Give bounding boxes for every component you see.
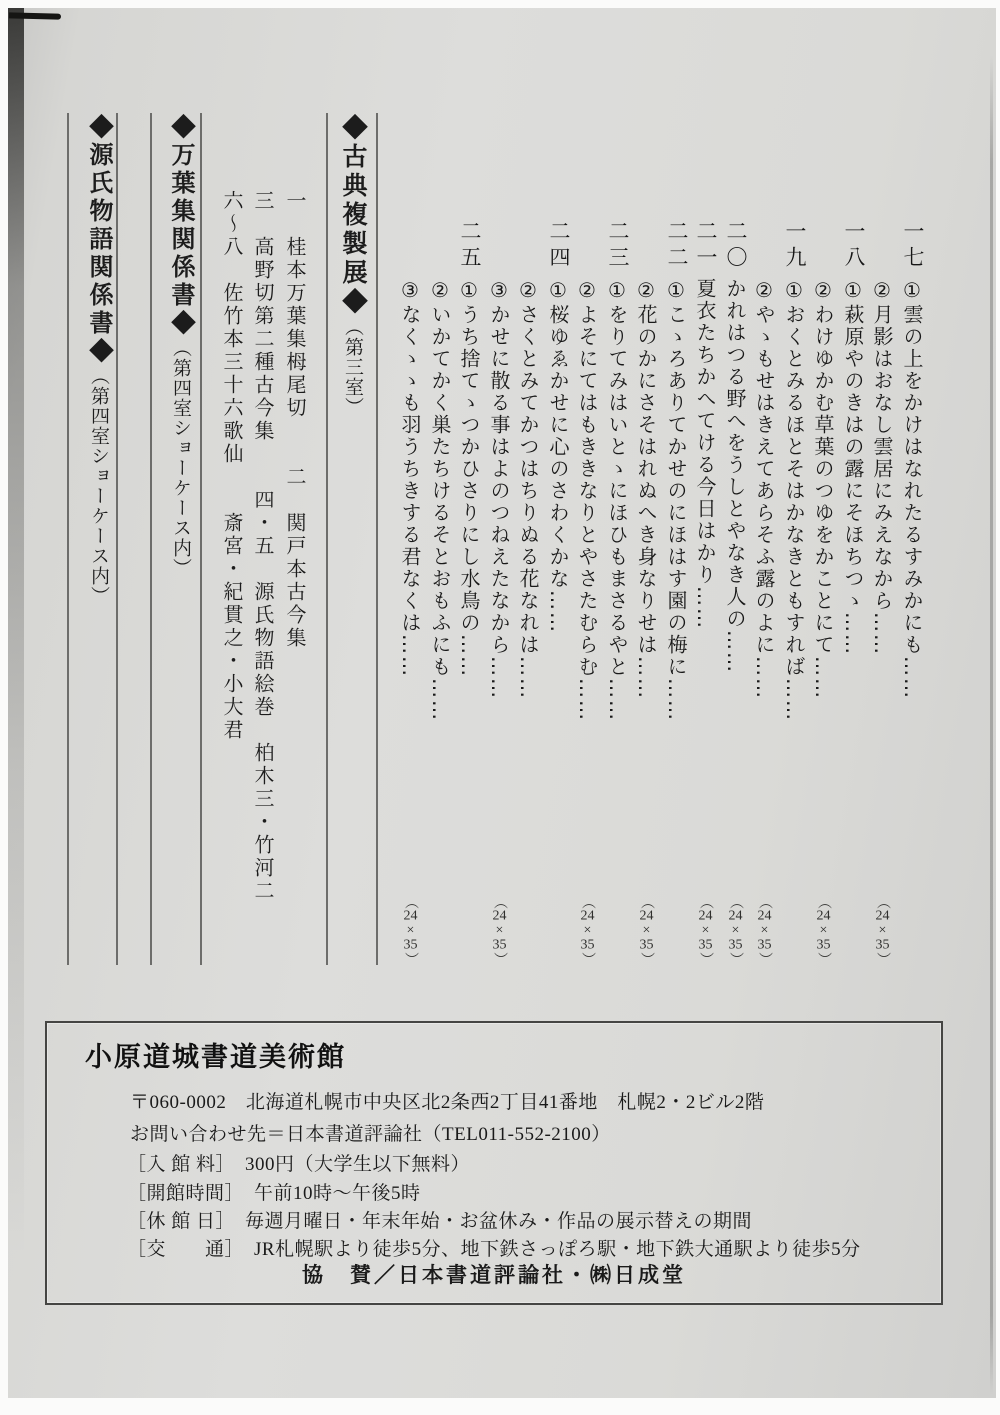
poem-line: ②月影はおなし雲居にみえなから…… <box>870 278 894 656</box>
sponsor-line: 協 賛／日本書道評論社・㈱日成堂 <box>302 1263 686 1287</box>
poem-line: ①こゝろありてかせのにほはす園の梅に…… <box>664 278 688 722</box>
poem-line: ①うち捨てゝつかひさりにし水鳥の…… <box>457 278 481 678</box>
poem-line: ①おくとみるほとそはかなきともすれば…… <box>782 278 806 722</box>
size-paren-close: ） <box>757 952 772 966</box>
size-times-sign: × <box>492 923 507 938</box>
size-height-value: 35 <box>728 938 743 952</box>
size-paren-open: （ <box>816 895 831 909</box>
column-divider <box>67 113 69 965</box>
size-width-value: 24 <box>875 909 890 923</box>
size-paren-close: ） <box>728 952 743 966</box>
size-times-sign: × <box>875 923 890 938</box>
size-width-value: 24 <box>816 909 831 923</box>
size-paren-close: ） <box>639 952 654 966</box>
size-width-value: 24 <box>728 909 743 923</box>
size-paren-open: （ <box>698 895 713 909</box>
koten-item: 六〜八 佐竹本三十六歌仙 斎宮・紀貫之・小大君 <box>220 190 242 742</box>
poem-line: かれはつる野へをうしとやなき人の…… <box>723 278 747 674</box>
section-room: （第三室） <box>342 317 363 417</box>
size-paren-close: ） <box>698 952 713 966</box>
size-times-sign: × <box>639 923 654 938</box>
size-times-sign: × <box>728 923 743 938</box>
museum-contact: お問い合わせ先＝日本書道評論社（TEL011-552-2100） <box>130 1124 611 1145</box>
column-divider <box>200 113 202 965</box>
entry-number: 二三 <box>606 220 630 272</box>
size-paren-open: （ <box>580 895 595 909</box>
size-annotation <box>872 895 892 966</box>
museum-hours: ［開館時間］ 午前10時〜午後5時 <box>127 1183 421 1204</box>
museum-access: ［交 通］ JR札幌駅より徒歩5分、地下鉄さっぽろ駅・地下鉄大通駅より徒歩5分 <box>127 1239 861 1260</box>
size-times-sign: × <box>757 923 772 938</box>
poem-line: ②花のかにさそはれぬへき身なりせは…… <box>634 278 658 700</box>
size-paren-close: ） <box>580 952 595 966</box>
size-annotation <box>400 895 420 966</box>
section-title: ◆源氏物語関係書◆ <box>85 114 111 366</box>
entry-number: 二二 <box>665 220 689 272</box>
size-times-sign: × <box>698 923 713 938</box>
column-divider <box>376 113 378 965</box>
entry-number: 二五 <box>458 220 482 272</box>
poem-line: ②いかてかく巣たちけるそとおもふにも…… <box>428 278 452 722</box>
size-annotation <box>754 895 774 966</box>
entry-number: 二四 <box>547 220 571 272</box>
size-annotation <box>489 895 509 966</box>
size-paren-open: （ <box>403 895 418 909</box>
museum-closed-days: ［休 館 日］ 毎週月曜日・年末年始・お盆休み・作品の展示替えの期間 <box>127 1211 753 1232</box>
size-width-value: 24 <box>757 909 772 923</box>
size-times-sign: × <box>580 923 595 938</box>
column-divider <box>116 113 118 965</box>
size-height-value: 35 <box>580 938 595 952</box>
size-paren-open: （ <box>757 895 772 909</box>
museum-info-box <box>45 1021 943 1305</box>
section-header-koten <box>334 114 370 417</box>
size-annotation <box>577 895 597 966</box>
entry-number: 二〇 <box>724 220 748 272</box>
size-paren-close: ） <box>875 952 890 966</box>
size-paren-open: （ <box>728 895 743 909</box>
poem-line: ③なくゝゝも羽うちきする君なくは…… <box>398 278 422 678</box>
koten-item: 三 高野切第二種古今集 四・五 源氏物語絵巻 柏木三・竹河二 <box>251 190 273 903</box>
size-height-value: 35 <box>757 938 772 952</box>
column-divider <box>326 113 328 965</box>
entry-number: 一八 <box>842 220 866 272</box>
size-width-value: 24 <box>403 909 418 923</box>
section-header-genji <box>81 114 116 606</box>
koten-item: 一 桂本万葉集栂尾切 二 関戸本古今集 <box>283 190 305 650</box>
size-paren-open: （ <box>875 895 890 909</box>
museum-admission: ［入 館 料］ 300円（大学生以下無料） <box>127 1154 471 1175</box>
poem-line: ①桜ゆゑかせに心のさわくかな…… <box>546 278 570 634</box>
size-height-value: 35 <box>639 938 654 952</box>
size-annotation <box>813 895 833 966</box>
entry-number: 一七 <box>901 220 925 272</box>
museum-address: 〒060-0002 北海道札幌市中央区北2条西2丁目41番地 札幌2・2ビル2階 <box>130 1092 765 1113</box>
poem-line: ②よそにてはもききなりとやさたむらむ…… <box>575 278 599 722</box>
size-paren-open: （ <box>639 895 654 909</box>
poem-line: 夏衣たちかへてける今日はかり…… <box>693 278 717 630</box>
poem-line: ②わけゆかむ草葉のつゆをかことにて…… <box>811 278 835 700</box>
size-width-value: 24 <box>698 909 713 923</box>
section-header-manyo <box>163 114 198 578</box>
poem-line: ①雲の上をかけはなれたるすみかにも…… <box>900 278 924 700</box>
poem-line: ②やゝもせはきえてあらそふ露のよに…… <box>752 278 776 700</box>
poem-line: ①萩原やのきはの露にそほちつゝ…… <box>841 278 865 656</box>
size-paren-close: ） <box>816 952 831 966</box>
size-height-value: 35 <box>816 938 831 952</box>
section-title: ◆古典複製展◆ <box>339 114 366 317</box>
size-height-value: 35 <box>403 938 418 952</box>
column-divider <box>150 113 152 965</box>
size-annotation <box>695 895 715 966</box>
size-annotation <box>636 895 656 966</box>
size-height-value: 35 <box>492 938 507 952</box>
size-paren-close: ） <box>492 952 507 966</box>
section-title: ◆万葉集関係書◆ <box>167 114 193 338</box>
entry-number: 一九 <box>783 220 807 272</box>
size-width-value: 24 <box>639 909 654 923</box>
size-times-sign: × <box>816 923 831 938</box>
size-height-value: 35 <box>875 938 890 952</box>
size-width-value: 24 <box>580 909 595 923</box>
size-times-sign: × <box>403 923 418 938</box>
section-room: （第四室ショーケース内） <box>170 338 191 578</box>
size-annotation <box>725 895 745 966</box>
size-paren-open: （ <box>492 895 507 909</box>
size-paren-close: ） <box>403 952 418 966</box>
size-height-value: 35 <box>698 938 713 952</box>
poem-line: ①をりてみはいとゝにほひもまさるやと…… <box>605 278 629 722</box>
poem-line: ②さくとみてかつはちりぬる花なれは…… <box>516 278 540 700</box>
size-width-value: 24 <box>492 909 507 923</box>
entry-number: 二一 <box>694 220 718 272</box>
museum-name: 小原道城書道美術館 <box>85 1042 346 1072</box>
poem-line: ③かせに散る事はよのつねえたなから…… <box>487 278 511 700</box>
section-room: （第四室ショーケース内） <box>88 366 109 606</box>
